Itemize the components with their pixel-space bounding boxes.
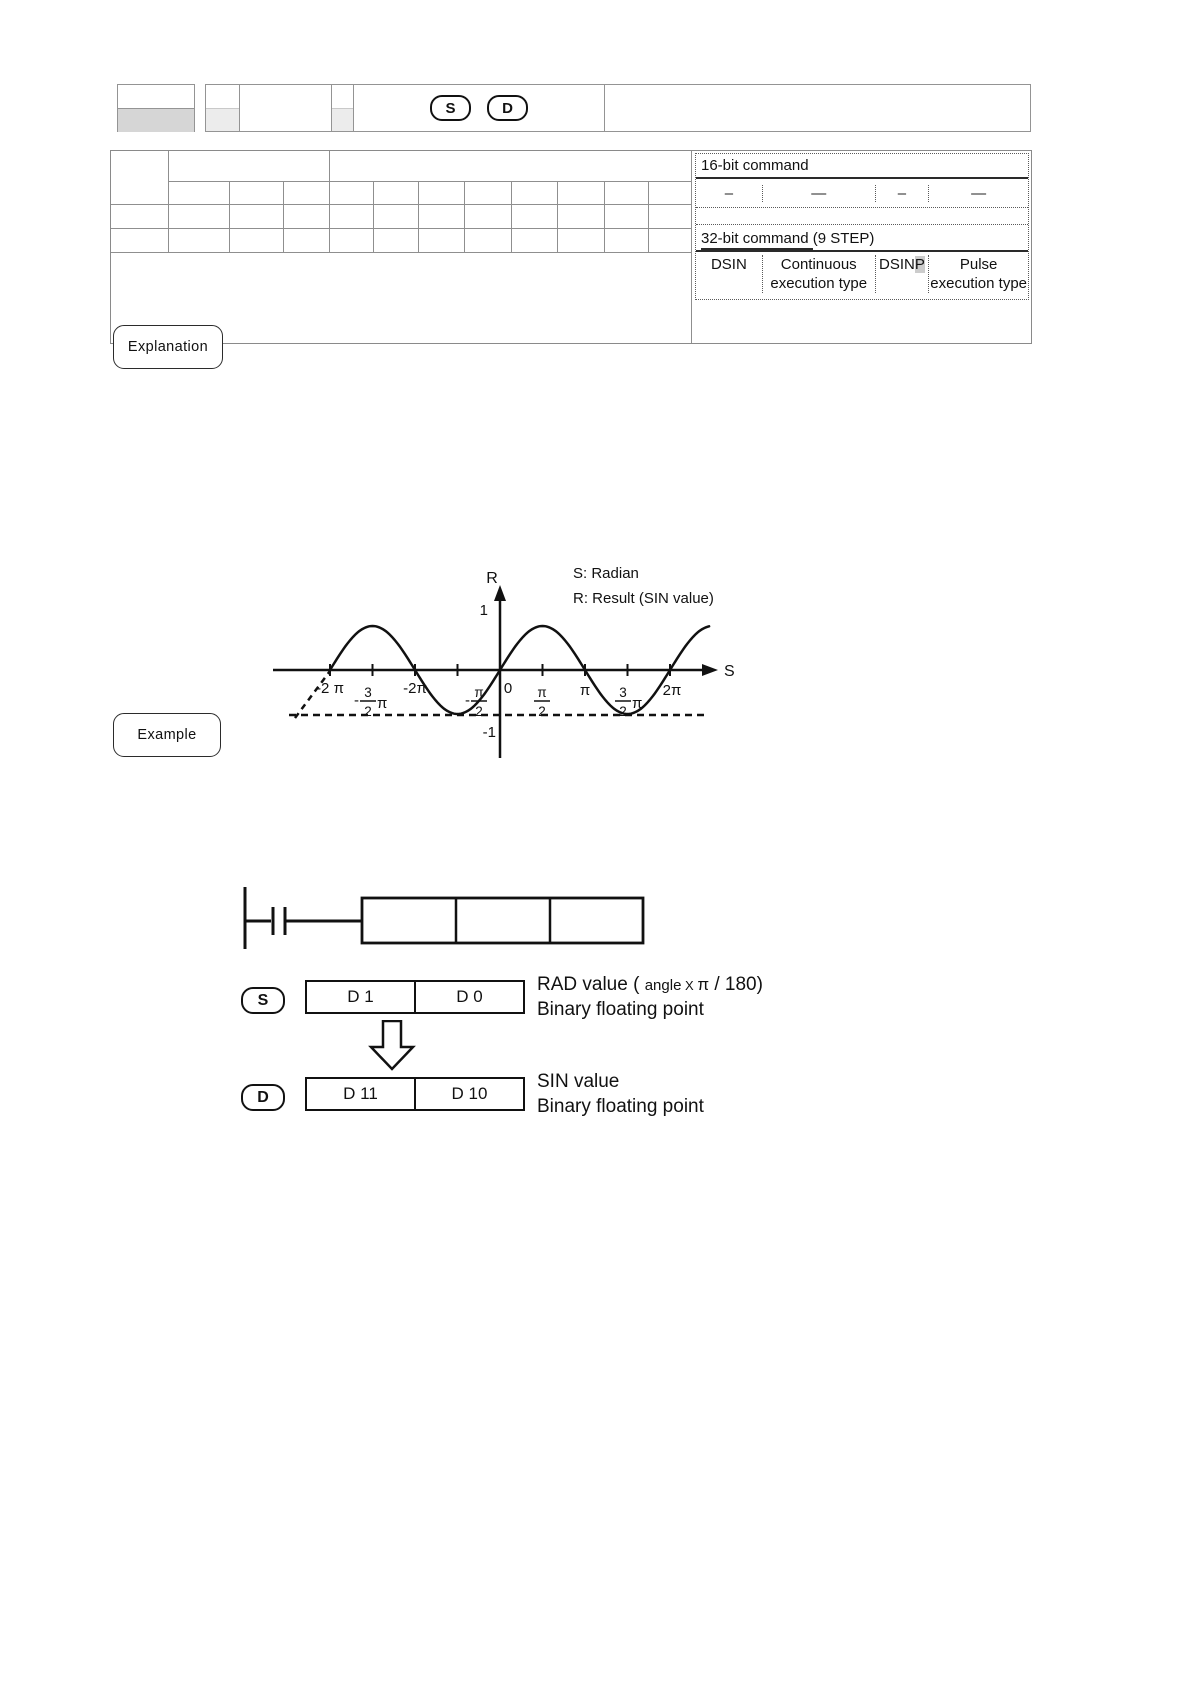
rad-value-caption [537, 974, 763, 995]
explanation-text: Explanation [127, 339, 209, 355]
cell-dsinp [875, 255, 929, 293]
cap-part-times: X [681, 978, 698, 993]
grid-cell-empty [649, 182, 691, 204]
svg-text:2: 2 [475, 704, 483, 719]
grid-cell-empty [649, 205, 691, 228]
destination-register-box [305, 1077, 525, 1111]
grid-cell-empty [284, 205, 329, 228]
grid-cell-empty [284, 182, 329, 204]
pulse-label: Pulse [959, 256, 998, 273]
dsinp-label [876, 255, 929, 274]
destination-d-pill [241, 1084, 285, 1111]
grid-cell-empty [419, 229, 464, 252]
grid-cell-empty [558, 229, 604, 252]
table-divider [691, 151, 692, 343]
title-32bit-command [696, 227, 1028, 250]
cap-part-1: RAD value ( [537, 974, 645, 995]
cell-16bit-4: — [928, 185, 1028, 202]
header-cell-top [206, 85, 239, 108]
svg-text:π: π [377, 695, 388, 712]
grid-cell-empty [558, 182, 604, 204]
cap-part-pi: π [697, 975, 710, 994]
svg-text:2: 2 [538, 704, 546, 719]
grid-cell-empty [374, 182, 418, 204]
grid-cell-empty [111, 229, 168, 252]
source-operand-row [225, 974, 885, 1022]
header-cell-right [605, 85, 1030, 131]
header-left-cell-top [118, 85, 194, 108]
grid-cell-empty [419, 205, 464, 228]
sin-value-caption: SIN value [537, 1071, 620, 1092]
down-arrow-shape [371, 1021, 413, 1069]
down-arrow [367, 1020, 419, 1072]
cap-part-180: / 180) [709, 974, 763, 995]
grid-cell-header-left [169, 151, 329, 181]
x-axis-arrow [702, 664, 718, 676]
svg-text:2: 2 [364, 704, 372, 719]
grid-cell-empty [512, 229, 557, 252]
continuous-sub: execution type [770, 275, 868, 292]
tick-label-neg3half-pi [354, 685, 387, 719]
grid-cell-empty [465, 229, 511, 252]
title-32bit-step: (9 STEP) [812, 230, 875, 247]
command-table [110, 150, 1032, 344]
header-left-cell-bottom [118, 108, 194, 132]
cell-16bit-1: – [724, 184, 734, 202]
grid-cell-empty [230, 205, 283, 228]
grid-cell-rowspan [111, 151, 168, 204]
grid-cell-empty [230, 182, 283, 204]
title-16bit-command: 16-bit command [696, 154, 1028, 179]
cell-dsin [696, 255, 762, 293]
grid-cell-empty [512, 182, 557, 204]
tick-label-pi: π [579, 682, 591, 699]
example-text: Example [137, 727, 197, 743]
grid-cell-empty [465, 182, 511, 204]
dsinp-base: DSIN [879, 256, 915, 273]
cap-part-angle: angle [644, 977, 682, 994]
source-s-label: S [257, 991, 269, 1009]
command-type-box [695, 153, 1029, 300]
grid-cell-empty [374, 205, 418, 228]
grid-cell-empty [605, 205, 648, 228]
pulse-sub: execution type [930, 275, 1028, 292]
header-cell-narrow-2 [332, 85, 354, 131]
header-cell-wide [240, 85, 332, 131]
operand-s-label: S [445, 99, 456, 117]
operand-d-label: D [502, 99, 513, 117]
tick-label-neg2pi: -2 π [316, 680, 344, 697]
header-table [205, 84, 1031, 132]
source-register-box [305, 980, 525, 1014]
x-axis-label: S [724, 663, 735, 680]
cell-continuous [762, 255, 875, 293]
destination-caption [537, 1071, 704, 1118]
legend-r-result: R: Result (SIN value) [573, 590, 714, 607]
tick-label-zero: 0 [503, 680, 513, 697]
grid-cell-empty [374, 229, 418, 252]
instruction-box [362, 898, 643, 943]
svg-text:π: π [632, 695, 643, 712]
row-16bit [696, 179, 1028, 208]
dsinp-p-highlight: P [914, 256, 925, 273]
grid-cell-empty [512, 205, 557, 228]
grid-cell-empty [169, 205, 229, 228]
y-axis-arrow [494, 585, 506, 601]
command-table-grid [111, 151, 691, 253]
cell-16bit-2: — [762, 185, 875, 202]
register-d11: D 11 [343, 1084, 378, 1103]
grid-cell-empty [649, 229, 691, 252]
svg-text:π: π [474, 685, 484, 700]
grid-cell-empty [465, 205, 511, 228]
ladder-diagram [240, 885, 652, 951]
row-32bit [696, 250, 1028, 299]
header-cell-narrow-1 [206, 85, 240, 131]
grid-cell-empty [605, 229, 648, 252]
cell-16bit-3: – [875, 185, 929, 202]
explanation-section-label [113, 325, 223, 369]
destination-d-label: D [257, 1088, 269, 1106]
tick-label-2pi: 2π [662, 682, 682, 699]
continuous-label: Continuous [780, 256, 857, 273]
legend-s-radian: S: Radian [573, 565, 639, 582]
register-d10: D 10 [414, 1079, 523, 1109]
tick-label-negpi: -2π [403, 680, 427, 697]
grid-cell-empty [111, 205, 168, 228]
y-axis-label: R [486, 570, 498, 587]
y-max-label: 1 [479, 602, 488, 619]
svg-text:-: - [354, 692, 359, 709]
grid-cell-empty [330, 182, 373, 204]
svg-text:2: 2 [619, 704, 627, 719]
grid-cell-empty [169, 229, 229, 252]
grid-cell-empty [169, 182, 229, 204]
grid-cell-empty [605, 182, 648, 204]
svg-text:3: 3 [364, 685, 372, 700]
register-d1: D 1 [347, 987, 374, 1006]
svg-text:3: 3 [619, 685, 627, 700]
register-d0: D 0 [414, 982, 523, 1012]
grid-cell-empty [419, 182, 464, 204]
operand-d-pill [487, 95, 528, 121]
header-table-left-block [117, 84, 195, 132]
destination-operand-row [225, 1071, 885, 1119]
y-min-label: -1 [482, 724, 496, 741]
header-cell-top [332, 85, 353, 108]
header-cell-bottom [206, 108, 239, 131]
source-caption [537, 974, 763, 1021]
svg-text:π: π [537, 685, 547, 700]
header-operand-cell [354, 85, 605, 131]
grid-cell-empty [330, 205, 373, 228]
grid-cell-empty [230, 229, 283, 252]
header-cell-bottom [332, 108, 353, 131]
row-empty [696, 208, 1028, 225]
operand-s-pill [430, 95, 471, 121]
binary-floating-point-caption-2: Binary floating point [537, 1096, 704, 1117]
dsin-label: DSIN [710, 256, 747, 273]
command-type-panel [693, 151, 1030, 300]
source-s-pill [241, 987, 285, 1014]
grid-cell-empty [330, 229, 373, 252]
example-section-label [113, 713, 221, 757]
grid-cell-header-right [330, 151, 691, 181]
sine-graph [255, 515, 770, 773]
binary-floating-point-caption: Binary floating point [537, 999, 704, 1020]
grid-cell-empty [558, 205, 604, 228]
title-32bit-underlined: 32-bit command [701, 230, 813, 250]
cell-pulse [928, 255, 1028, 293]
grid-cell-empty [284, 229, 329, 252]
svg-text:-: - [465, 692, 470, 709]
